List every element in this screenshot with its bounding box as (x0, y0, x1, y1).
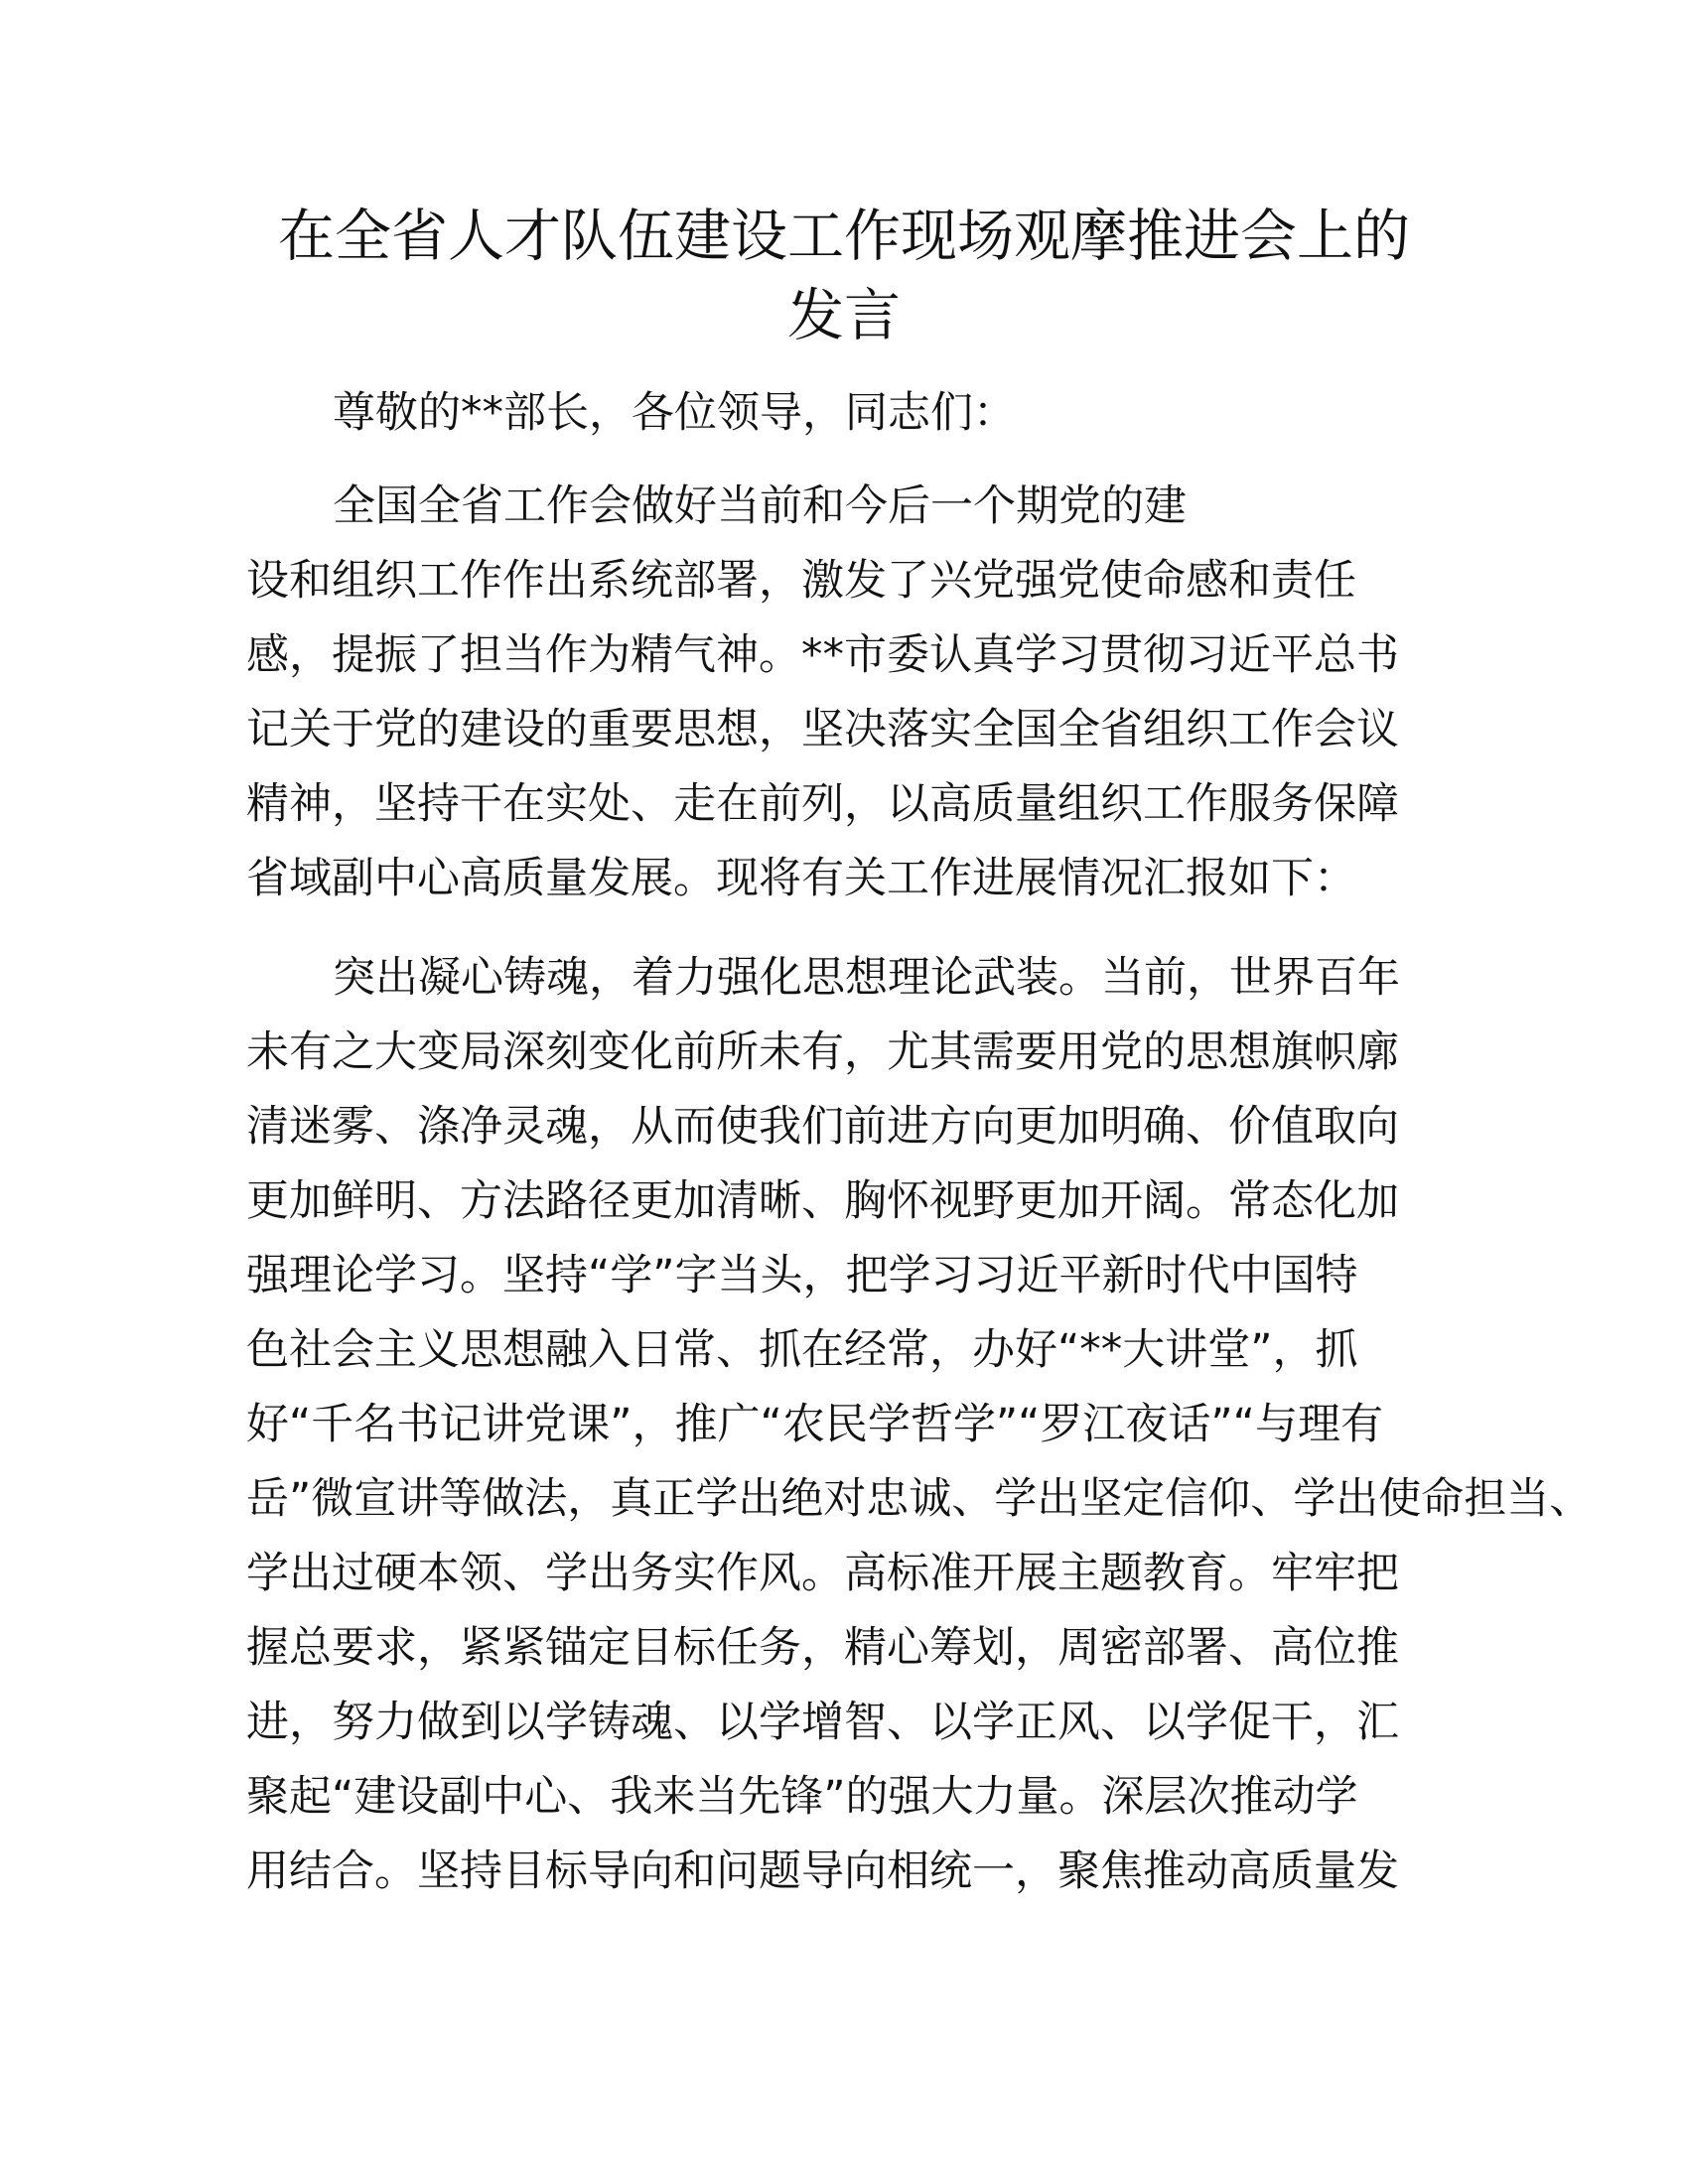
paragraph2-line: 学出过硬本领、学出务实作风。高标准开展主题教育。牢牢把 (246, 1549, 1399, 1598)
paragraph2-line: 用结合。坚持目标导向和问题导向相统一，聚焦推动高质量发 (246, 1846, 1399, 1896)
paragraph1-line: 精神，坚持干在实处、走在前列，以高质量组织工作服务保障 (246, 779, 1399, 829)
paragraph2-line: 清迷雾、涤净灵魂，从而使我们前进方向更加明确、价值取向 (246, 1102, 1399, 1152)
paragraph2-line: 强理论学习。坚持“学”字当头，把学习习近平新时代中国特 (246, 1251, 1358, 1300)
paragraph1-line: 全国全省工作会做好当前和今后一个期党的建 (333, 481, 1187, 531)
title-line-2: 发言 (787, 283, 901, 348)
paragraph2-line: 岳”微宣讲等做法，真正学出绝对忠诚、学出坚定信仰、学出使命担当、 (246, 1474, 1593, 1524)
paragraph2-line: 进，努力做到以学铸魂、以学增智、以学正风、以学促干，汇 (246, 1698, 1399, 1747)
paragraph1-line: 记关于党的建设的重要思想，坚决落实全国全省组织工作会议 (246, 705, 1399, 754)
salutation: 尊敬的**部长，各位领导，同志们： (333, 388, 1016, 438)
paragraph1-line: 感，提振了担当作为精气神。**市委认真学习贯彻习近平总书 (246, 630, 1399, 680)
title-line-1: 在全省人才队伍建设工作现场观摩推进会上的 (278, 204, 1410, 269)
paragraph2-line: 突出凝心铸魂，着力强化思想理论武装。当前，世界百年 (333, 953, 1400, 1003)
paragraph1-line: 省域副中心高质量发展。现将有关工作进展情况汇报如下： (246, 854, 1356, 903)
paragraph2-line: 更加鲜明、方法路径更加清晰、胸怀视野更加开阔。常态化加 (246, 1176, 1399, 1226)
paragraph2-line: 未有之大变局深刻变化前所未有，尤其需要用党的思想旗帜廓 (246, 1027, 1399, 1077)
paragraph2-line: 好“千名书记讲党课”，推广“农民学哲学”“罗江夜话”“与理有 (246, 1400, 1383, 1449)
paragraph2-line: 聚起“建设副中心、我来当先锋”的强大力量。深层次推动学 (246, 1772, 1358, 1822)
paragraph2-line: 色社会主义思想融入日常、抓在经常，办好“**大讲堂”，抓 (246, 1325, 1358, 1375)
paragraph1-line: 设和组织工作作出系统部署，激发了兴党强党使命感和责任 (246, 556, 1356, 606)
paragraph2-line: 握总要求，紧紧锚定目标任务，精心筹划，周密部署、高位推 (246, 1623, 1399, 1673)
